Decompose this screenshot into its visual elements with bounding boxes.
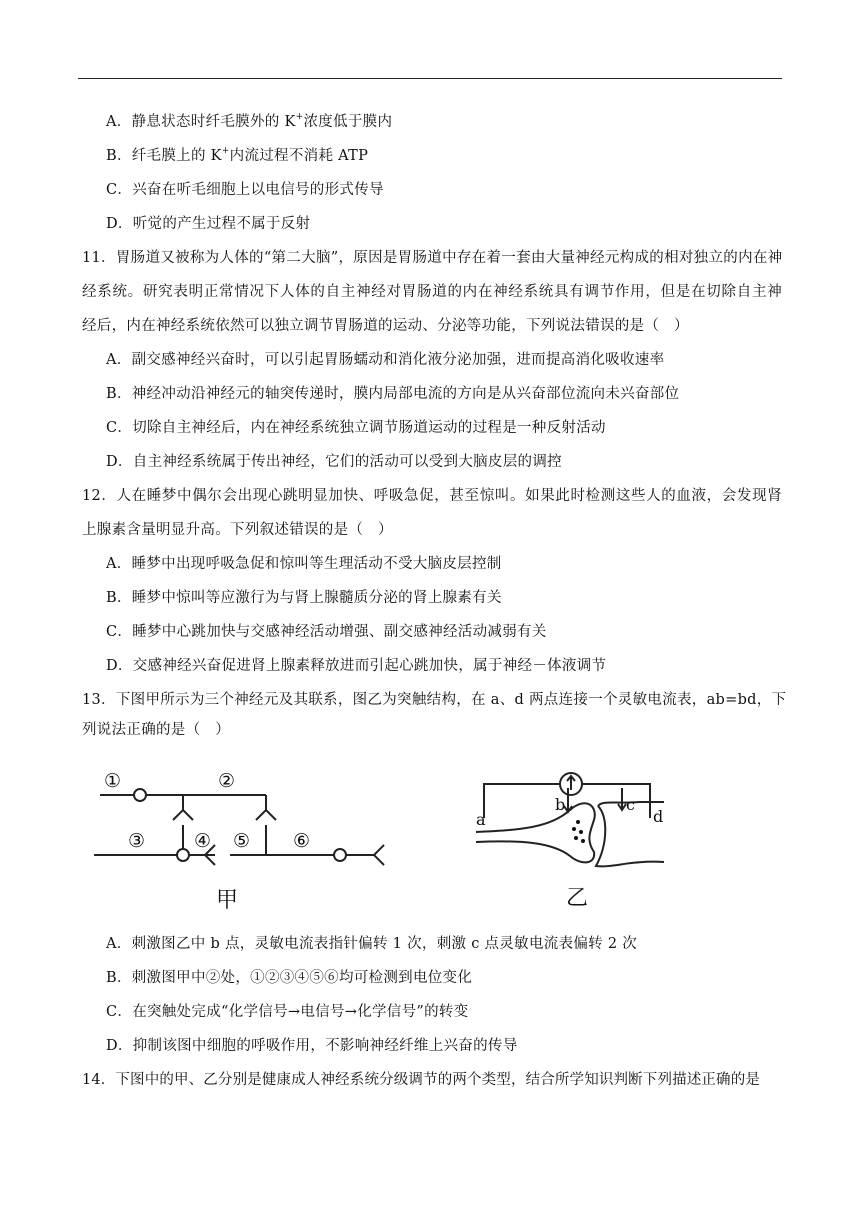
q13-option-b[interactable]: B．刺激图甲中②处，①②③④⑤⑥均可检测到电位变化 <box>106 970 473 986</box>
header-rule <box>78 78 782 79</box>
presynaptic-terminal <box>476 803 595 862</box>
vesicle <box>574 836 578 840</box>
neuron3-soma <box>334 849 346 861</box>
label-a: a <box>476 810 486 829</box>
figure-jia-svg <box>90 765 400 915</box>
figure-yi <box>470 770 670 915</box>
label-1: ① <box>104 770 122 792</box>
q10-option-b[interactable]: B．纤毛膜上的 K+内流过程不消耗 ATP <box>106 146 369 164</box>
wire-left <box>484 784 560 818</box>
q13-stem-line-1: 13．下图甲所示为三个神经元及其联系，图乙为突触结构，在 a、d 两点连接一个灵敏电流表，ab=bd，下 <box>82 692 787 708</box>
vesicle <box>572 827 576 831</box>
q14-stem-line-1: 14．下图中的甲、乙分别是健康成人神经系统分级调节的两个类型，结合所学知识判断下列描述正确的是 <box>82 1072 760 1088</box>
q10-option-a[interactable]: A．静息状态时纤毛膜外的 K+浓度低于膜内 <box>106 112 393 130</box>
q13-option-a[interactable]: A．刺激图乙中 b 点，灵敏电流表指针偏转 1 次，刺激 c 点灵敏电流表偏转 2 次 <box>106 936 638 952</box>
q12-option-b[interactable]: B．睡梦中惊叫等应激行为与肾上腺髓质分泌的肾上腺素有关 <box>106 590 502 606</box>
terminal-5 <box>256 810 276 820</box>
q13-stem-line-2: 列说法正确的是（ ） <box>82 722 230 738</box>
label-b: b <box>555 795 566 814</box>
label-d: d <box>653 807 664 826</box>
q11-stem-line-1: 11．胃肠道又被称为人体的“第二大脑”，原因是胃肠道中存在着一套由大量神经元构成的相对独立的内在神 <box>82 250 783 266</box>
q11-option-c[interactable]: C．切除自主神经后，内在神经系统独立调节肠道运动的过程是一种反射活动 <box>106 420 606 436</box>
q13-option-d[interactable]: D．抑制该图中细胞的呼吸作用，不影响神经纤维上兴奋的传导 <box>106 1038 518 1054</box>
caption-jia: 甲 <box>216 888 239 913</box>
label-5: ⑤ <box>233 830 251 852</box>
neuron2-soma <box>177 849 189 861</box>
label-3: ③ <box>128 830 146 852</box>
vesicle <box>581 839 585 843</box>
q12-option-a[interactable]: A．睡梦中出现呼吸急促和惊叫等生理活动不受大脑皮层控制 <box>106 556 502 572</box>
label-2: ② <box>218 770 236 792</box>
wire-right <box>582 784 650 818</box>
q11-option-d[interactable]: D．自主神经系统属于传出神经，它们的活动可以受到大脑皮层的调控 <box>106 454 562 470</box>
figure-jia <box>90 765 400 915</box>
q11-stem-line-3: 经后，内在神经系统依然可以独立调节胃肠道的运动、分泌等功能，下列说法错误的是（ ） <box>82 318 689 334</box>
q12-stem-line-2: 上腺素含量明显升高。下列叙述错误的是（ ） <box>82 522 393 538</box>
terminal-4 <box>173 810 193 820</box>
label-c: c <box>626 795 635 814</box>
q10-option-d[interactable]: D．听觉的产生过程不属于反射 <box>106 216 311 232</box>
terminal-neuron3 <box>374 845 384 865</box>
label-6: ⑥ <box>293 830 311 852</box>
q12-stem-line-1: 12．人在睡梦中偶尔会出现心跳明显加快、呼吸急促，甚至惊叫。如果此时检测这些人的血液，会发现肾 <box>82 488 782 504</box>
q11-stem-line-2: 经系统。研究表明正常情况下人体的自主神经对胃肠道的内在神经系统具有调节作用，但是在切除自主神 <box>82 284 782 300</box>
q12-option-c[interactable]: C．睡梦中心跳加快与交感神经活动增强、副交感神经活动减弱有关 <box>106 624 547 640</box>
q11-option-b[interactable]: B．神经冲动沿神经元的轴突传递时，膜内局部电流的方向是从兴奋部位流向未兴奋部位 <box>106 386 680 402</box>
q13-option-c[interactable]: C．在突触处完成“化学信号→电信号→化学信号”的转变 <box>106 1004 469 1020</box>
caption-yi: 乙 <box>566 886 589 911</box>
vesicle <box>576 820 580 824</box>
q12-option-d[interactable]: D．交感神经兴奋促进肾上腺素释放进而引起心跳加快，属于神经－体液调节 <box>106 658 607 674</box>
figure-yi-svg <box>470 770 670 915</box>
q11-option-a[interactable]: A．副交感神经兴奋时，可以引起胃肠蠕动和消化液分泌加强，进而提高消化吸收速率 <box>106 352 665 368</box>
q10-option-c[interactable]: C．兴奋在听毛细胞上以电信号的形式传导 <box>106 182 384 198</box>
neuron1-soma <box>134 789 146 801</box>
vesicle <box>579 830 583 834</box>
label-4: ④ <box>194 830 212 852</box>
